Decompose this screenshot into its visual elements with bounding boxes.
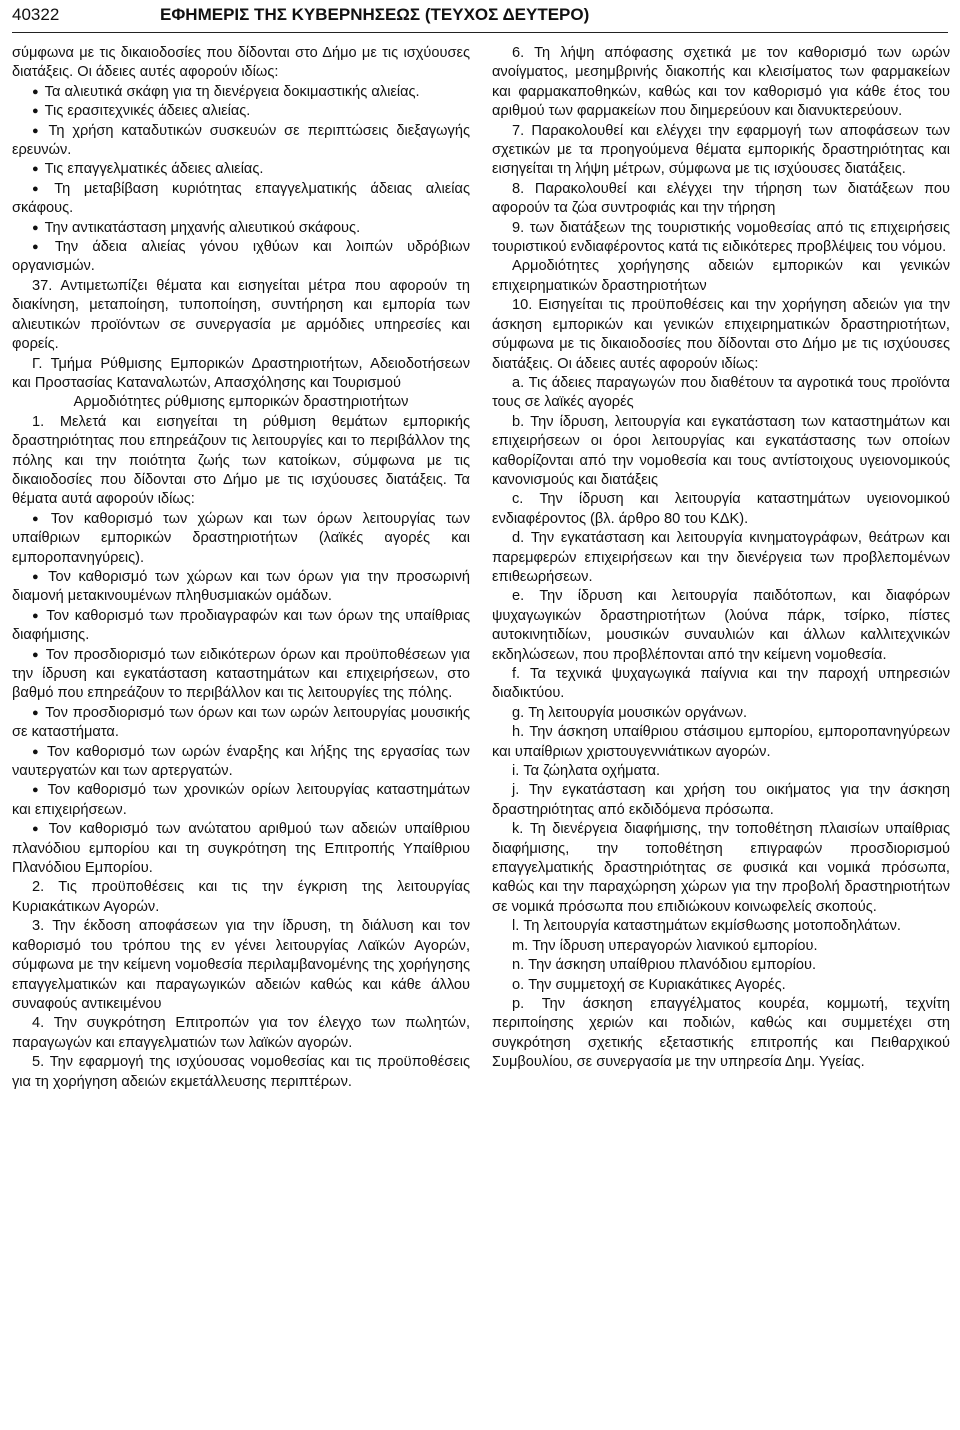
bullet-item: ● Τον προσδιορισμό των όρων και των ωρών λειτουργίας μουσικής σε καταστήματα.	[12, 704, 470, 743]
paragraph: g. Τη λειτουργία μουσικών οργάνων.	[512, 704, 748, 721]
paragraph: 8. Παρακολουθεί και ελέγχει την τήρηση των διατάξεων που αφορούν τα ζώα συντροφιάς και την τήρηση	[492, 180, 950, 217]
section-heading: Αρμοδιότητες ρύθμισης εμπορικών δραστηριοτήτων	[73, 394, 409, 411]
paragraph: 37. Αντιμετωπίζει θέματα και εισηγείται μέτρα που αφορούν τη διακίνηση, μεταποίηση, τυποποίηση, συντήρηση και εμπορία των αλιευτικών προϊόντων σε συνεργασία με αρμόδιες υπηρεσίες και φορείς.	[12, 277, 470, 353]
bullet-item: ● Την άδεια αλιείας γόνου ιχθύων και λοιπών υδρόβιων οργανισμών.	[12, 238, 470, 277]
paragraph: 9. των διατάξεων της τουριστικής νομοθεσίας από τις επιχειρήσεις τουριστικού ενδιαφέροντος κατά τις ειδικότερες προβλέψεις του νόμου.	[492, 219, 950, 256]
paragraph: p. Την άσκηση επαγγέλματος κουρέα, κομμωτή, τεχνίτη περιποίησης χεριών και ποδιών, καθώς και συμμετέχει στη συγκρότηση σχετικής εξεταστικής επιτροπής και Πειθαρχικού Συμβουλίου, σε συνεργασία με την υπηρεσία Δημ. Υγείας.	[492, 995, 950, 1071]
left-column	[12, 44, 470, 1092]
paragraph: m. Την ίδρυση υπεραγορών λιανικού εμπορίου.	[512, 937, 818, 954]
paragraph: 1. Μελετά και εισηγείται τη ρύθμιση θεμάτων εμπορικής δραστηριότητας που επηρεάζουν τις λειτουργίες και το περιβάλλον της πόλης και την ποιότητα ζωής των κατοίκων, σύμφωνα με τις δικαιοδοσίες που δίδονται στο Δήμο με τις ισχύουσες διατάξεις. Τα θέματα αυτά αφορούν ιδίως:	[12, 413, 470, 508]
bullet-item: ● Τον καθορισμό των ανώτατου αριθμού των αδειών υπαίθριου πλανόδιου εμπορίου και τη συγκρότηση της Επιτροπής Υπαίθριου Πλανόδιου Εμπορίου.	[12, 820, 470, 878]
paragraph: i. Τα ζώηλατα οχήματα.	[512, 763, 661, 780]
page-number: 40322	[12, 5, 60, 24]
bullet-item: ● Τις ερασιτεχνικές άδειες αλιείας.	[12, 102, 470, 121]
paragraph: f. Τα τεχνικά ψυχαγωγικά παίγνια και την παροχή υπηρεσιών διαδικτύου.	[492, 666, 950, 702]
paragraph: c. Την ίδρυση και λειτουργία καταστημάτων υγειονομικού ενδιαφέροντος (βλ. άρθρο 80 του ΚΔΚ).	[492, 491, 950, 527]
bullet-item: ● Τις επαγγελματικές άδειες αλιείας.	[12, 160, 470, 179]
gazette-title: ΕΦΗΜΕΡΙΣ ΤΗΣ ΚΥΒΕΡΝΗΣΕΩΣ (ΤΕΥΧΟΣ ΔΕΥΤΕΡΟ)	[160, 5, 590, 24]
paragraph: n. Την άσκηση υπαίθριου πλανόδιου εμπορίου.	[512, 957, 817, 974]
page-header	[12, 0, 948, 30]
bullet-item: ● Τον καθορισμό των ωρών έναρξης και λήξης της εργασίας των ναυτεργατών και των αρτεργατών.	[12, 743, 470, 782]
paragraph: σύμφωνα με τις δικαιοδοσίες που δίδονται στο Δήμο με τις ισχύουσες διατάξεις. Οι άδειες αυτές αφορούν ιδίως:	[12, 45, 470, 81]
paragraph: d. Την εγκατάσταση και λειτουργία κινηματογράφων, θεάτρων και παρεμφερών επιχειρήσεων και την διενέργεια των προβλεπομένων επιθεωρήσεων.	[492, 530, 950, 585]
paragraph: 7. Παρακολουθεί και ελέγχει την εφαρμογή των αποφάσεων των σχετικών με τα προηγούμενα θέματα εμπορικής δραστηριότητας και εισηγείται τη λήψη μέτρων, σύμφωνα με τις ισχύουσες διατάξεις.	[492, 122, 950, 178]
paragraph: b. Την ίδρυση, λειτουργία και εγκατάσταση των καταστημάτων και επιχειρήσεων οι όροι λειτουργίας και εγκατάστασης των οποίων καθορίζονται από την νομοθεσία και τους αντίστοιχους υγειονομικούς κανονισμούς και διατάξεις	[492, 413, 950, 488]
right-column	[492, 44, 950, 1073]
bullet-item: ● Τον καθορισμό των προδιαγραφών και των όρων της υπαίθριας διαφήμισης.	[12, 607, 470, 646]
paragraph: o. Την συμμετοχή σε Κυριακάτικες Αγορές.	[512, 976, 786, 993]
bullet-item: ● Την αντικατάσταση μηχανής αλιευτικού σκάφους.	[12, 219, 470, 238]
paragraph: Γ. Τμήμα Ρύθμισης Εμπορικών Δραστηριοτήτων, Αδειοδοτήσεων και Προστασίας Καταναλωτών, Απασχόλησης και Τουρισμού	[12, 355, 470, 391]
header-rule	[12, 32, 948, 33]
bullet-item: ● Τον προσδιορισμό των ειδικότερων όρων και προϋποθέσεων για την ίδρυση και εγκατάσταση καταστημάτων και επιχειρήσεων, στο βαθμό που επηρεάζουν το περιβάλλον και τις λειτουργίες της πόλης.	[12, 646, 470, 704]
bullet-item: ● Τη μεταβίβαση κυριότητας επαγγελματικής άδειας αλιείας σκάφους.	[12, 180, 470, 219]
paragraph: 3. Την έκδοση αποφάσεων για την ίδρυση, τη διάλυση και τον καθορισμό του τρόπου της εν γένει λειτουργίας Λαϊκών Αγορών, σύμφωνα με την κείμενη νομοθεσία περιλαμβανομένης της χορήγησης επαγγελματικών και παραγωγικών αδειών καθώς και κάθε άλλου συναφούς αντικειμένου	[12, 918, 470, 1012]
paragraph: 5. Την εφαρμογή της ισχύουσας νομοθεσίας και τις προϋποθέσεις για τη χορήγηση αδειών εκμετάλλευσης περιπτέρων.	[12, 1054, 470, 1090]
paragraph: j. Την εγκατάσταση και χρήση του οικήματος για την άσκηση δραστηριότητας από εκδιδόμενα πρόσωπα.	[492, 782, 950, 818]
bullet-item: ● Τον καθορισμό των χρονικών ορίων λειτουργίας καταστημάτων και επιχειρήσεων.	[12, 781, 470, 820]
paragraph: Αρμοδιότητες χορήγησης αδειών εμπορικών και γενικών επιχειρηματικών δραστηριοτήτων	[492, 258, 950, 294]
paragraph: h. Την άσκηση υπαίθριου στάσιμου εμπορίου, εμποροπανηγύρεων και υπαίθριων χριστουγεννιάτικων αγορών.	[492, 724, 950, 760]
bullet-item: ● Τα αλιευτικά σκάφη για τη διενέργεια δοκιμαστικής αλιείας.	[12, 83, 470, 102]
paragraph: l. Τη λειτουργία καταστημάτων εκμίσθωσης μοτοποδηλάτων.	[512, 918, 901, 935]
paragraph: 6. Τη λήψη απόφασης σχετικά με τον καθορισμό των ωρών ανοίγματος, μεσημβρινής διακοπής και κλεισίματος των φαρμακείων και φαρμακαποθηκών, καθώς και τον καθορισμό για κάθε έτος του αριθμού των φαρμακείων που διημερεύουν και διανυκτερεύουν.	[492, 45, 950, 120]
bullet-item: ● Τη χρήση καταδυτικών συσκευών σε περιπτώσεις διεξαγωγής ερευνών.	[12, 122, 470, 161]
bullet-item: ● Τον καθορισμό των χώρων και των όρων για την προσωρινή διαμονή μετακινουμένων πληθυσμιακών ομάδων.	[12, 568, 470, 607]
paragraph: a. Τις άδειες παραγωγών που διαθέτουν τα αγροτικά τους προϊόντα τους σε λαϊκές αγορές	[492, 374, 950, 411]
paragraph: 4. Την συγκρότηση Επιτροπών για τον έλεγχο των πωλητών, παραγωγών και επαγγελματιών των λαϊκών αγορών.	[12, 1015, 470, 1051]
paragraph: k. Τη διενέργεια διαφήμισης, την τοποθέτηση πλαισίων υπαίθριας διαφήμισης, την τοποθέτηση επιγραφών προσδιορισμού επαγγελματικής δραστηριότητας σε φυσικά και νομικά πρόσωπα, καθώς και την παραχώρηση χώρων για την προβολή δραστηριοτήτων σε νομικά πρόσωπα που επιδιώκουν κοινωφελείς σκοπούς.	[492, 821, 950, 915]
paragraph: 10. Εισηγείται τις προϋποθέσεις και την χορήγηση αδειών για την άσκηση εμπορικών και γενικών επιχειρηματικών δραστηριοτήτων, σύμφωνα με τις δικαιοδοσίες που δίδονται στο Δήμο με τις ισχύουσες διατάξεις. Οι άδειες αυτές αφορούν ιδίως:	[492, 297, 950, 372]
bullet-item: ● Τον καθορισμό των χώρων και των όρων λειτουργίας των υπαίθριων εμπορικών δραστηριοτήτων (λαϊκές αγορές και εμποροπανηγύρεις).	[12, 510, 470, 568]
paragraph: e. Την ίδρυση και λειτουργία παιδότοπων, και διαφόρων ψυχαγωγικών δραστηριοτήτων (λούνα πάρκ, τσίρκο, πίστες αυτοκινητιδίων, μουσικών συναυλιών και άλλων καλλιτεχνικών εκδηλώσεων, που προβλέπονται από την κείμενη νομοθεσία.	[492, 588, 950, 663]
paragraph: 2. Τις προϋποθέσεις και τις την έγκριση της λειτουργίας Κυριακάτικων Αγορών.	[12, 879, 470, 915]
